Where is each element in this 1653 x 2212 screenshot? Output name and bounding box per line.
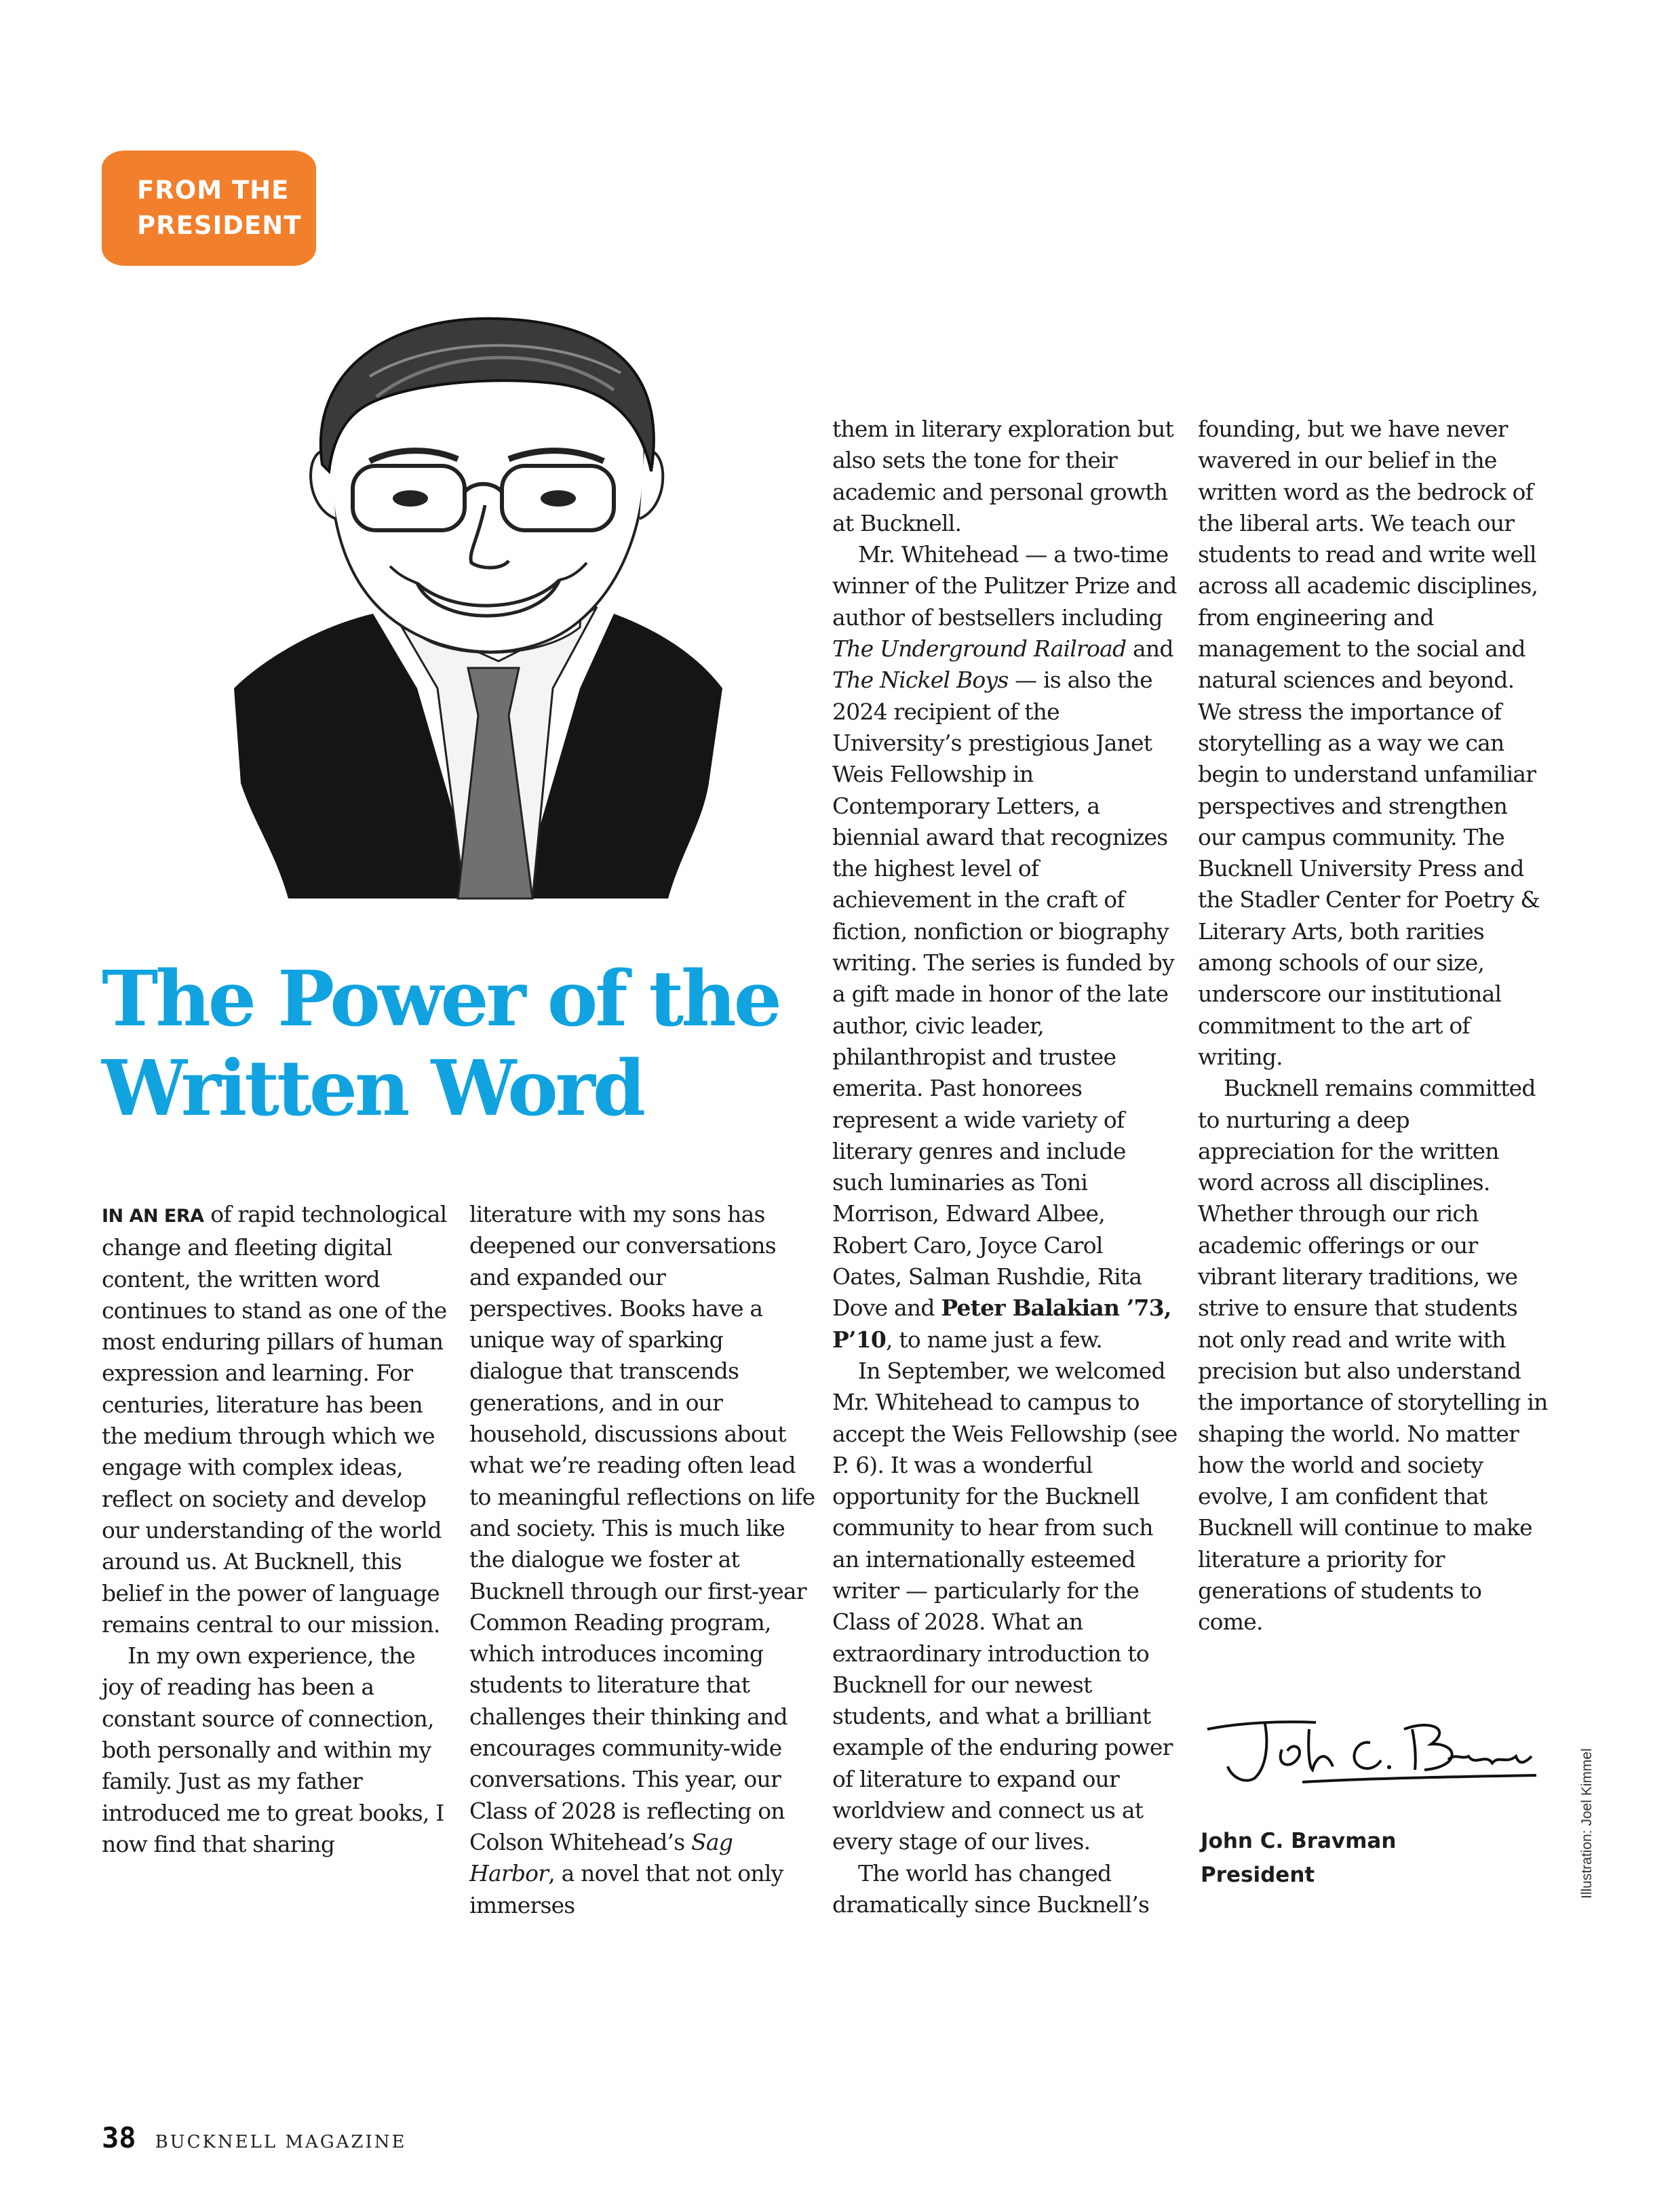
section-tag-line1: FROM THE [137, 176, 290, 205]
article-column-2 [469, 1199, 815, 1921]
paragraph: In September, we welcomed Mr. Whitehead to campus to accept the Weis Fellowship (see P. 6). It was a wonderful opportunity for the Bucknell community to hear from such an internationally esteemed writer — particularly for the Class of 2028. What an extraordinary introduction to Bucknell for our newest students, and what a brilliant example of the enduring power of literature to expand our worldview and connect us at every stage of our lives. [832, 1357, 1178, 1855]
book-title: The Underground Railroad [832, 635, 1127, 663]
paragraph-text: literature with my sons has deepened our conversations and expanded our perspectives. Books have a unique way of sparking dialogue that transcends generations, and in our household, discussions about what we’re reading often lead to meaningful reflections on life and society. This is much like the dialogue we foster at Bucknell through our first-year Common Reading program, which introduces incoming students to literature that challenges their thinking and encourages community-wide conversations. This year, our Class of 2028 is reflecting on Colson Whitehead’s [469, 1201, 815, 1855]
lead-in: IN AN ERA [102, 1206, 204, 1227]
page-folio [102, 2121, 406, 2154]
alumnus-name: Peter Balakian ’73, P’10 [832, 1295, 1171, 1353]
section-tag [102, 151, 316, 266]
article-column-1 [102, 1199, 448, 1860]
paragraph [832, 539, 1178, 1356]
article-column-3 [832, 414, 1178, 1920]
paragraph-text: of rapid technological change and fleeting digital content, the written word continues to stand as one of the most enduring pillars of human expression and learning. For centuries, literature has been the medium through which we engage with complex ideas, reflect on society and develop our understanding of the world around us. At Bucknell, this belief in the power of language remains central to our mission. [102, 1201, 447, 1638]
paragraph: In my own experience, the joy of reading has been a constant source of connection, both personally and within my family. Just as my father introduced me to great books, I now find that sharing [102, 1642, 444, 1857]
book-title: Sag Harbor [469, 1828, 733, 1887]
paragraph [102, 1199, 448, 1640]
paragraph [469, 1199, 815, 1921]
signer-title: President [1201, 1863, 1315, 1887]
article-column-4 [1198, 414, 1551, 1638]
article-headline [102, 955, 821, 1134]
paragraph: The world has changed dramatically since Bucknell’s [832, 1859, 1150, 1918]
paragraph-text: , a novel that not only immerses [469, 1860, 783, 1918]
magazine-name: BUCKNELL MAGAZINE [155, 2132, 407, 2152]
paragraph-text: and [1126, 635, 1173, 663]
paragraph-text: Mr. Whitehead — a two-time winner of the Pulitzer Prize and author of bestsellers including [832, 541, 1177, 631]
section-tag-line2: PRESIDENT [137, 211, 302, 240]
illustration-credit: Illustration: Joel Kimmel [1579, 1748, 1595, 1899]
paragraph: founding, but we have never wavered in our belief in the written word as the bedrock of the liberal arts. We teach our students to read and write well across all academic disciplines, from engineering and management to the social and natural sciences and beyond. We stress the importance of storytelling as a way we can begin to understand unfamiliar perspectives and strengthen our campus community. The Bucknell University Press and the Stadler Center for Poetry & Literary Arts, both rarities among schools of our size, underscore our institutional commitment to the art of writing. [1198, 416, 1540, 1070]
signer-block [1201, 1824, 1396, 1892]
signer-name: John C. Bravman [1201, 1829, 1397, 1853]
headline-line1: The Power of the [102, 955, 779, 1044]
book-title: The Nickel Boys [832, 667, 1009, 694]
paragraph-text: — is also the 2024 recipient of the University’s prestigious Janet Weis Fellowship in Contemporary Letters, a biennial award that recognizes the highest level of achievement in the craft of fiction, nonfiction or biography writing. The series is funded by a gift made in honor of the late author, civic leader, philanthropist and trustee emerita. Past honorees represent a wide variety of literary genres and include such luminaries as Toni Morrison, Edward Albee, Robert Caro, Joyce Carol Oates, Salman Rushdie, Rita Dove and [832, 667, 1174, 1322]
paragraph-text: , to name just a few. [886, 1326, 1102, 1353]
paragraph: Bucknell remains committed to nurturing a deep appreciation for the written word across all disciplines. Whether through our rich academic offerings or our vibrant literary traditions, we strive to ensure that students not only read and write with precision but also understand the importance of storytelling in shaping the world. No matter how the world and society evolve, I am confident that Bucknell will continue to make literature a priority for generations of students to come. [1198, 1075, 1548, 1636]
headline-line2: Written Word [102, 1044, 644, 1133]
president-portrait-illustration [234, 309, 722, 902]
handwritten-signature [1201, 1702, 1540, 1794]
paragraph: them in literary exploration but also sets the tone for their academic and personal growth at Bucknell. [832, 416, 1173, 536]
page-number: 38 [102, 2121, 136, 2154]
